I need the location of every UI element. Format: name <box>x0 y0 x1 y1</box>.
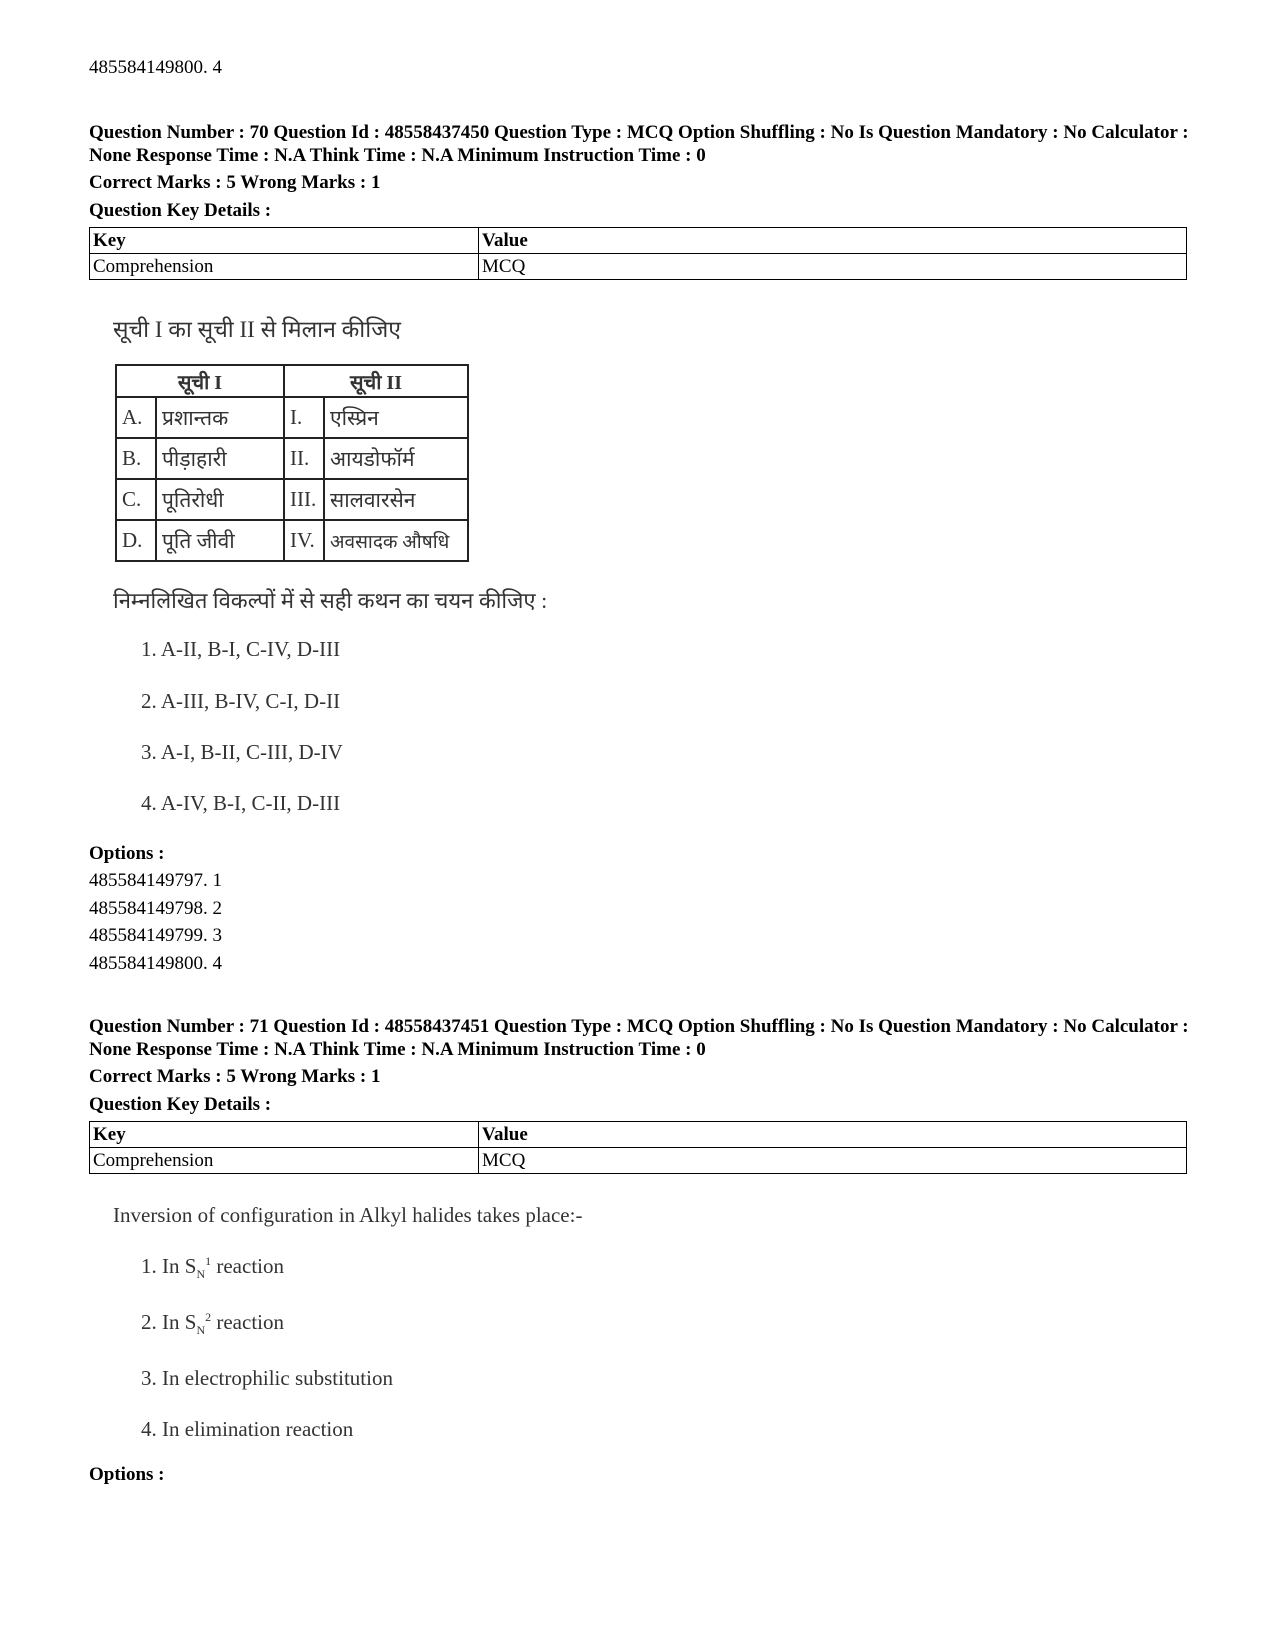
q71-choice-2 <box>141 1310 284 1338</box>
q70-options-label: Options : <box>89 843 165 864</box>
value-cell: MCQ <box>479 1148 1187 1174</box>
choice-text: 2. In S <box>141 1310 197 1334</box>
q71-key-table <box>89 1121 1187 1174</box>
q71-choice-4: 4. In elimination reaction <box>141 1417 354 1441</box>
q70-instruction: सूची I का सूची II से मिलान कीजिए <box>113 317 402 342</box>
superscript: 2 <box>205 1310 212 1324</box>
match-table-header <box>116 365 468 397</box>
q70-option-4: 485584149800. 4 <box>89 953 222 974</box>
q71-marks: Correct Marks : 5 Wrong Marks : 1 <box>89 1066 381 1087</box>
key-table-row <box>90 254 1187 280</box>
key-table-header-row <box>90 1122 1187 1148</box>
superscript: 1 <box>205 1254 212 1268</box>
value-column-header: Value <box>479 1122 1187 1148</box>
match-row <box>116 438 468 479</box>
list-2-item: आयडोफॉर्म <box>324 438 468 479</box>
q70-key-table <box>89 227 1187 280</box>
q71-options-label: Options : <box>89 1464 165 1485</box>
value-cell: MCQ <box>479 254 1187 280</box>
match-row <box>116 479 468 520</box>
q70-option-3: 485584149799. 3 <box>89 925 222 946</box>
q71-header: Question Number : 71 Question Id : 48558437451 Question Type : MCQ Option Shuffling : No Is Question Mandatory : No Calculator : None Response Time : N.A Think Time : N.A Minimum Instruction Time : 0 <box>89 1016 1189 1060</box>
key-cell: Comprehension <box>90 254 479 280</box>
key-cell: Comprehension <box>90 1148 479 1174</box>
previous-option-line: 485584149800. 4 <box>89 57 222 78</box>
row-numeral: III. <box>284 479 324 520</box>
subscript: N <box>196 1323 206 1338</box>
list-2-item: एस्प्रिन <box>324 397 468 438</box>
list-1-header: सूची I <box>116 365 284 397</box>
list-1-item: पूतिरोधी <box>156 479 284 520</box>
q70-key-details-label: Question Key Details : <box>89 200 272 221</box>
row-letter: D. <box>116 520 156 561</box>
row-numeral: II. <box>284 438 324 479</box>
row-numeral: IV. <box>284 520 324 561</box>
choice-text: reaction <box>211 1254 284 1278</box>
q71-question: Inversion of configuration in Alkyl halides takes place:- <box>113 1203 583 1227</box>
value-column-header: Value <box>479 228 1187 254</box>
row-letter: C. <box>116 479 156 520</box>
q70-choice-2: 2. A-III, B-IV, C-I, D-II <box>141 689 341 713</box>
key-table-row <box>90 1148 1187 1174</box>
q70-marks: Correct Marks : 5 Wrong Marks : 1 <box>89 172 381 193</box>
q71-key-details-label: Question Key Details : <box>89 1094 272 1115</box>
key-table-header-row <box>90 228 1187 254</box>
q70-header: Question Number : 70 Question Id : 48558437450 Question Type : MCQ Option Shuffling : No Is Question Mandatory : No Calculator : None Response Time : N.A Think Time : N.A Minimum Instruction Time : 0 <box>89 122 1189 166</box>
row-numeral: I. <box>284 397 324 438</box>
q70-choice-4: 4. A-IV, B-I, C-II, D-III <box>141 791 341 815</box>
q70-option-2: 485584149798. 2 <box>89 898 222 919</box>
match-row <box>116 520 468 561</box>
q71-choice-1 <box>141 1254 284 1282</box>
q71-choice-3: 3. In electrophilic substitution <box>141 1366 393 1390</box>
q70-choice-3: 3. A-I, B-II, C-III, D-IV <box>141 740 343 764</box>
choice-text: 1. In S <box>141 1254 197 1278</box>
row-letter: B. <box>116 438 156 479</box>
list-2-header: सूची II <box>284 365 468 397</box>
q70-match-table <box>115 364 469 562</box>
row-letter: A. <box>116 397 156 438</box>
match-row <box>116 397 468 438</box>
choice-text: reaction <box>211 1310 284 1334</box>
list-2-item: सालवारसेन <box>324 479 468 520</box>
q70-choice-1: 1. A-II, B-I, C-IV, D-III <box>141 637 341 661</box>
list-2-item: अवसादक औषधि <box>324 520 468 561</box>
subscript: N <box>196 1267 206 1282</box>
key-column-header: Key <box>90 1122 479 1148</box>
key-column-header: Key <box>90 228 479 254</box>
q70-option-1: 485584149797. 1 <box>89 870 222 891</box>
list-1-item: पूति जीवी <box>156 520 284 561</box>
list-1-item: प्रशान्तक <box>156 397 284 438</box>
q70-choose-instruction: निम्नलिखित विकल्पों में से सही कथन का चयन कीजिए : <box>113 588 548 613</box>
list-1-item: पीड़ाहारी <box>156 438 284 479</box>
